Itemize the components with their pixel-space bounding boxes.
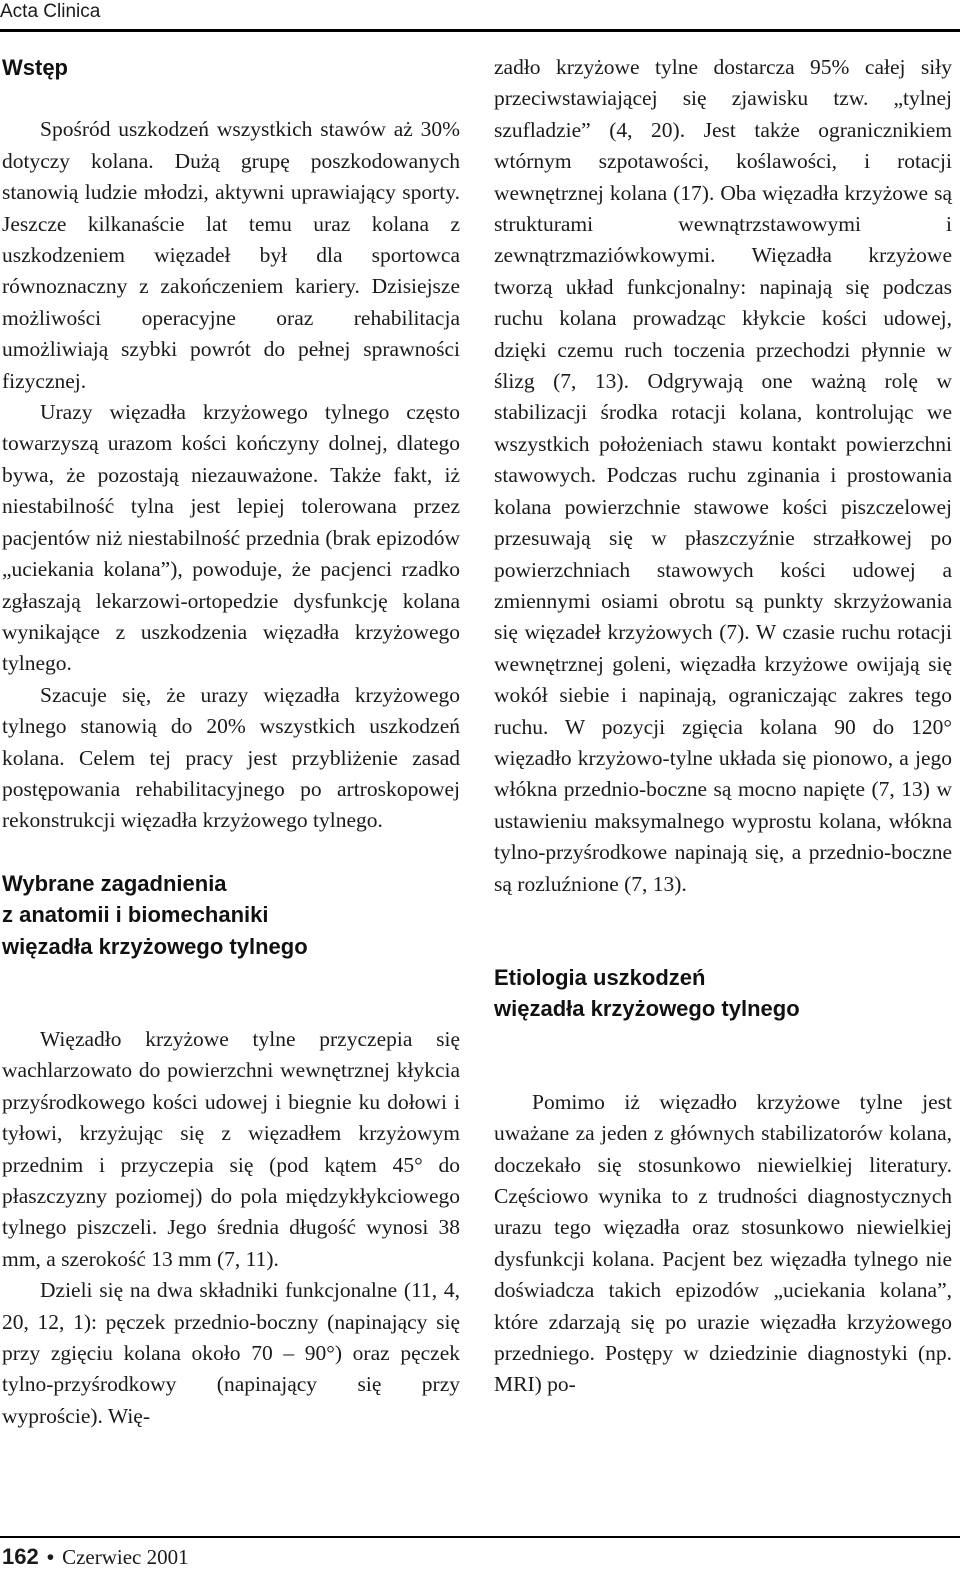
header-rule: [0, 29, 960, 32]
paragraph: Dzieli się na dwa składniki funkcjonalne (11, 4, 20, 12, 1): pęczek przednio-boczny (napinający się przy zgięciu kolana około 70 – 90°) oraz pęczek tylno-przyśrodkowy (napinający się przy wyproście). Wię-: [2, 1278, 460, 1428]
left-column: [2, 52, 460, 1432]
paragraph: Więzadło krzyżowe tylne przyczepia się wachlarzowato do powierzchni wewnętrznej kłykcia przyśrodkowego kości udowej i biegnie ku dołowi i tyłowi, krzyżując się z więzadłem krzyżowym przednim i przyczepia się (pod kątem 45° do płaszczyzny poziomej) do pola międzykłykciowego tylnego piszczeli. Jego średnia długość wynosi 38 mm, a szerokość 13 mm (7, 11).: [2, 1026, 460, 1271]
bullet-separator: •: [46, 1546, 55, 1569]
section-heading-line: Wybrane zagadnienia: [2, 870, 227, 896]
page-number: 162: [2, 1544, 39, 1569]
right-column: [494, 52, 952, 1401]
paragraph: Pomimo iż więzadło krzyżowe tylne jest uważane za jeden z głównych stabilizatorów kolana, doczekało się stosunkowo niewielkiej literatury. Częściowo wynika to z trudności diagnostycznych urazu tego więzadła oraz stosunkowo niewielkiej dysfunkcji kolana. Pacjent bez więzadła tylnego nie doświadcza takich epizodów „uciekania kolana”, które zdarzają się po urazie więzadła krzyżowego przedniego. Postępy w dziedzinie diagnostyki (np. MRI) po-: [494, 1089, 952, 1397]
footer-rule: [0, 1536, 960, 1538]
paragraph: Urazy więzadła krzyżowego tylnego często towarzyszą urazom kości kończyny dolnej, dlatego bywa, że pozostają niezauważone. Także fakt, iż niestabilność tylna jest lepiej tolerowana przez pacjentów niż niestabilność przednia (brak epizodów „uciekania kolana”), powoduje, że pacjenci rzadko zgłaszają lekarzowi-ortopedzie dysfunkcję kolana wynikające z uszkodzenia więzadła krzyżowego tylnego.: [2, 400, 460, 676]
section-heading-line: Etiologia uszkodzeń: [494, 964, 706, 990]
section-heading-line: z anatomii i biomechaniki: [2, 902, 269, 928]
paragraph: Szacuje się, że urazy więzadła krzyżowego tylnego stanowią do 20% wszystkich uszkodzeń kolana. Celem tej pracy jest przybliżenie zasad postępowania rehabilitacyjnego po artroskopowej rekonstrukcji więzadła krzyżowego tylnego.: [2, 682, 460, 833]
section-heading-anatomy: [2, 868, 460, 962]
section-heading-introduction: Wstęp: [2, 55, 68, 80]
section-heading-line: więzadła krzyżowego tylnego: [494, 996, 800, 1022]
running-header: Acta Clinica: [0, 1, 101, 22]
paragraph: Spośród uszkodzeń wszystkich stawów aż 30% dotyczy kolana. Dużą grupę poszkodowanych stanowią ludzie młodzi, aktywni uprawiający sporty. Jeszcze kilkanaście lat temu uraz kolana z uszkodzeniem więzadeł był dla sportowca równoznaczny z zakończeniem kariery. Dzisiejsze możliwości operacyjne oraz rehabilitacja umożliwiają szybki powrót do pełnej sprawności fizycznej.: [2, 117, 460, 393]
running-footer: [2, 1542, 189, 1574]
paragraph: zadło krzyżowe tylne dostarcza 95% całej siły przeciwstawiającej się zjawisku tzw. „tylnej szufladzie” (4, 20). Jest także ogranicznikiem wtórnym szpotawości, koślawości, i rotacji wewnętrznej kolana (17). Oba więzadła krzyżowe są strukturami wewnątrzstawowymi i zewnątrzmaziówkowymi. Więzadła krzyżowe tworzą układ funkcjonalny: napinają się podczas ruchu kolana prowadząc kłykcie kości udowej, dzięki czemu ruch toczenia przechodzi płynnie w ślizg (7, 13). Odgrywają one ważną rolę w stabilizacji środka rotacji kolana, kontrolując we wszystkich położeniach stawu kontakt powierzchni stawowych. Podczas ruchu zginania i prostowania kolana powierzchnie stawowe kości piszczelowej przesuwają się w płaszczyźnie strzałkowej po powierzchniach stawowych kości udowej a zmiennymi osiami obrotu są punkty skrzyżowania się więzadeł krzyżowych (7). W czasie ruchu rotacji wewnętrznej goleni, więzadła krzyżowe owijają się wokół siebie i napinają, ograniczając zakres tego ruchu. W pozycji zgięcia kolana 90 do 120° więzadło krzyżowo-tylne układa się pionowo, a jego włókna przednio-boczne są mocno napięte (7, 13) w ustawieniu maksymalnego wyprostu kolana, włókna tylno-przyśrodkowe napinają się, a przednio-boczne są rozluźnione (7, 13).: [494, 55, 952, 896]
section-heading-etiology: [494, 962, 952, 1025]
issue-date: Czerwiec 2001: [62, 1545, 189, 1569]
section-heading-line: więzadła krzyżowego tylnego: [2, 933, 308, 959]
